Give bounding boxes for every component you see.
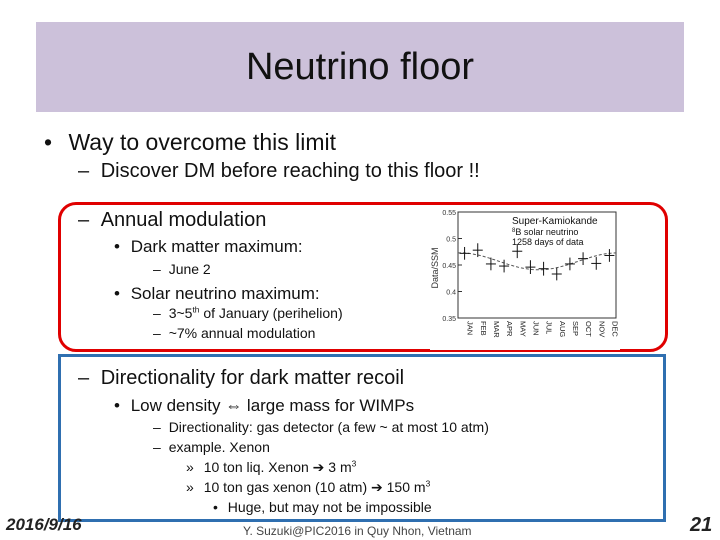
- x-tick-label: SEP: [570, 321, 580, 337]
- gas-sup: 3: [425, 478, 431, 489]
- liq-post: 3 m: [324, 459, 352, 475]
- dash: –: [153, 325, 161, 341]
- chart-marks: [458, 243, 616, 280]
- liq-sup: 3: [351, 458, 357, 469]
- footer-page-number: 21: [690, 514, 713, 536]
- bullet-dot: •: [213, 499, 218, 515]
- gas-detector-item: [153, 419, 489, 435]
- chart-svg: [430, 208, 620, 350]
- liq-xenon-item: [186, 459, 356, 476]
- x-tick-label: DEC: [610, 321, 620, 337]
- right-arrow-icon: ➔: [371, 479, 383, 495]
- chart-ylabel: Data/SSM: [430, 247, 440, 289]
- bullet-dot: •: [44, 129, 53, 155]
- x-tick-label: JAN: [465, 321, 475, 336]
- chart-subtitle: B solar neutrino: [515, 227, 579, 237]
- dm-max-text: Dark matter maximum:: [130, 237, 303, 256]
- chart-x-tick-labels: [466, 321, 620, 338]
- footer-author: Y. Suzuki@PIC2016 in Quy Nhon, Vietnam: [243, 524, 472, 538]
- low-density-post: large mass for WIMPs: [242, 396, 415, 415]
- dash: –: [153, 261, 161, 277]
- expected-curve: [458, 253, 616, 270]
- solar-mod-text: ~7% annual modulation: [168, 325, 316, 341]
- dm-date-text: June 2: [168, 261, 211, 277]
- y-tick-label: 0.55: [442, 210, 456, 217]
- y-tick-label: 0.45: [442, 263, 456, 270]
- example-item: [153, 439, 270, 455]
- dash: –: [153, 439, 161, 455]
- x-tick-label: MAR: [491, 321, 501, 338]
- chart-subtitle2: 1258 days of data: [512, 237, 584, 247]
- bullet-1: [44, 129, 336, 156]
- solar-date-sup: th: [192, 304, 200, 315]
- dm-date-item: [153, 261, 211, 277]
- super-k-modulation-chart: [430, 208, 620, 350]
- raquo: »: [186, 459, 194, 475]
- dash: –: [153, 305, 161, 321]
- liq-pre: 10 ton liq. Xenon: [203, 459, 313, 475]
- x-tick-label: MAY: [518, 321, 528, 337]
- chart-subtitle-sup: 8: [512, 228, 516, 234]
- x-tick-label: JUN: [531, 321, 541, 336]
- gas-xenon-item: [186, 479, 430, 496]
- annual-modulation-heading: [78, 209, 266, 232]
- solar-date-post: of January (perihelion): [199, 305, 343, 321]
- double-arrow-icon: ⇔: [225, 396, 243, 415]
- dash: –: [153, 419, 161, 435]
- annual-modulation-heading-text: Annual modulation: [100, 209, 267, 231]
- solar-max-text: Solar neutrino maximum:: [130, 284, 320, 303]
- dash: –: [78, 367, 90, 389]
- bullet-1-text: Way to overcome this limit: [68, 129, 336, 155]
- right-arrow-icon: ➔: [312, 459, 325, 475]
- bullet-dot: •: [114, 237, 120, 256]
- dash: –: [78, 160, 90, 182]
- slide-title: Neutrino floor: [245, 45, 475, 88]
- bullet-1-sub: [78, 160, 480, 183]
- y-tick-label: 0.5: [446, 236, 456, 244]
- x-tick-label: AUG: [557, 321, 567, 338]
- footer-date: 2016/9/16: [6, 515, 82, 534]
- gas-post: 150 m: [382, 479, 426, 495]
- x-tick-label: JUL: [544, 321, 554, 335]
- directionality-heading: [78, 367, 404, 390]
- example-text: example. Xenon: [168, 439, 270, 455]
- solar-mod-item: [153, 325, 315, 341]
- y-tick-label: 0.4: [446, 289, 456, 297]
- huge-item: [213, 499, 432, 515]
- solar-date-item: [153, 305, 343, 321]
- raquo: »: [186, 479, 194, 495]
- bullet-1-sub-text: Discover DM before reaching to this floor !!: [100, 160, 480, 182]
- huge-text: Huge, but may not be impossible: [227, 499, 432, 515]
- y-tick-label: 0.35: [442, 316, 456, 323]
- low-density-pre: Low density: [130, 396, 226, 415]
- dash: –: [78, 209, 90, 231]
- solar-date-pre: 3~5: [168, 305, 193, 321]
- gas-detector-text: Directionality: gas detector (a few ~ at most 10 atm): [168, 419, 489, 435]
- bullet-dot: •: [114, 284, 120, 303]
- gas-pre: 10 ton gas xenon (10 atm): [203, 479, 372, 495]
- chart-title: Super-Kamiokande: [512, 216, 598, 227]
- x-tick-label: OCT: [584, 321, 594, 337]
- directionality-heading-text: Directionality for dark matter recoil: [100, 367, 405, 389]
- chart-subtitle-group: [512, 227, 578, 237]
- bullet-dot: •: [114, 396, 120, 415]
- x-tick-label: NOV: [597, 321, 607, 338]
- dm-max-item: [114, 237, 303, 257]
- x-tick-label: FEB: [478, 321, 488, 336]
- low-density-item: [114, 396, 414, 416]
- x-tick-label: APR: [505, 321, 515, 337]
- solar-max-item: [114, 284, 320, 304]
